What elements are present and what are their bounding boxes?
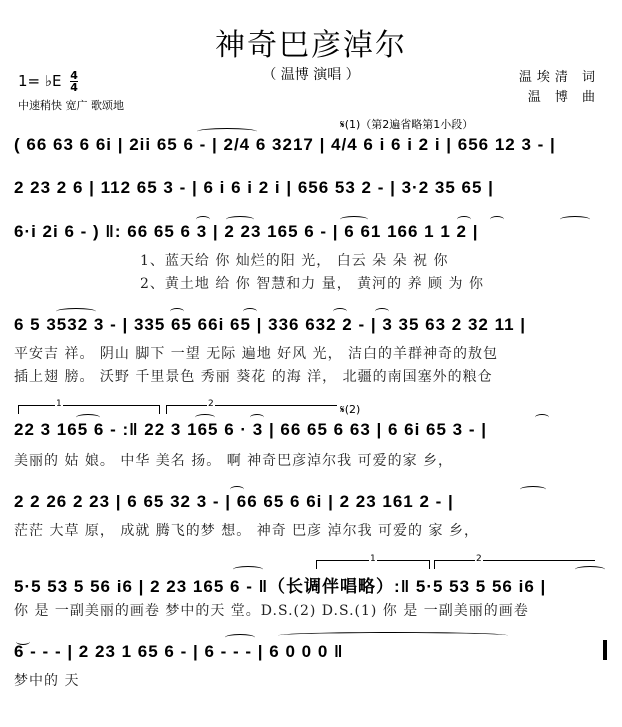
lyrics-line: 梦中的 天	[14, 673, 80, 689]
tie-arc	[243, 308, 257, 315]
ending-number: 2	[476, 554, 482, 564]
tie-arc	[225, 634, 255, 641]
second-ending-bracket	[434, 554, 595, 569]
segno-mark-2: 𝄋(2)	[340, 403, 361, 416]
tie-arc	[375, 308, 389, 315]
performer-line: （ 温博 演唱 ）	[262, 67, 360, 83]
tie-arc	[56, 308, 96, 315]
lyrics-line: 茫茫 大草 原， 成就 腾飞的梦 想。 神奇 巴彦 淖尔我 可爱的 家 乡，	[14, 523, 479, 539]
ending-number: 2	[208, 399, 214, 409]
key-label: 1= ♭E	[18, 72, 62, 90]
staff-line-5: 22 3 165 6 - :‖ 22 3 165 6 · 3 | 66 65 6 63 | 6 6i 65 3 - |	[14, 420, 488, 439]
tempo-marking: 中速稍快 宽广 歌颂地	[18, 99, 124, 112]
staff-line-3: 6·i 2i 6 - ) ‖: 66 65 6 3 | 2 23 165 6 - | 6 61 166 1 1 2 |	[14, 222, 479, 241]
composer-credit: 温 博 曲	[527, 90, 600, 105]
segno-mark-1: 𝄋(1)（第2遍省略第1小段）	[340, 118, 474, 131]
tie-arc	[170, 308, 184, 315]
time-signature	[70, 70, 78, 93]
time-sig-bottom: 4	[70, 81, 78, 94]
lyrics-verse-2: 插上翅 膀。 沃野 千里景色 秀丽 葵花 的海 洋， 北疆的南国塞外的粮仓	[14, 369, 493, 385]
lyrics-verse-2: 2、黄土地 给 你 智慧和力 量， 黄河的 养 顾 为 你	[140, 276, 484, 292]
lyrics-line: 你 是 一副美丽的画卷 梦中的天 堂。D.S.(2) D.S.(1) 你 是 一副美丽的画卷	[14, 603, 529, 619]
staff-line-1: ( 66 63 6 6i | 2ii 65 6 - | 2/4 6 3217 | 4/4 6 i 6 i 2 i | 656 12 3 - |	[14, 135, 556, 154]
lyrics-verse-1: 1、蓝天给 你 灿烂的阳 光， 白云 朵 朵 祝 你	[140, 253, 449, 269]
lyrics-line: 美丽的 姑 娘。 中华 美名 扬。 啊 神奇巴彦淖尔我 可爱的家 乡，	[14, 453, 454, 469]
song-title: 神奇巴彦淖尔	[215, 28, 407, 63]
staff-line-2: 2 23 2 6 | 112 65 3 - | 6 i 6 i 2 i | 656 53 2 - | 3·2 35 65 |	[14, 178, 494, 197]
final-barline	[603, 640, 607, 660]
tie-arc	[278, 632, 508, 639]
lyrics-verse-1: 平安吉 祥。 阴山 脚下 一望 无际 遍地 好风 光， 洁白的羊群神奇的敖包	[14, 346, 499, 362]
key-signature	[18, 70, 78, 93]
ending-number: 1	[56, 399, 62, 409]
time-sig-top: 4	[70, 69, 78, 82]
first-ending-bracket	[316, 554, 430, 569]
tie-arc	[333, 308, 347, 315]
staff-line-4: 6 5 3532 3 - | 335 65 66i 65 | 336 632 2 - | 3 35 63 2 32 11 |	[14, 315, 527, 334]
staff-line-7: 5·5 53 5 56 i6 | 2 23 165 6 - ‖（长调伴唱略）:‖ 5·5 53 5 56 i6 |	[14, 577, 547, 596]
second-ending-bracket	[166, 399, 337, 414]
tie-arc	[197, 128, 257, 135]
first-ending-bracket	[18, 399, 160, 414]
ending-number: 1	[370, 554, 376, 564]
staff-line-6: 2 2 26 2 23 | 6 65 32 3 - | 66 65 6 6i | 2 23 161 2 - |	[14, 492, 454, 511]
lyricist-credit: 温埃清 词	[518, 70, 600, 85]
staff-line-8: 6 - - - | 2 23 1 65 6 - | 6 - - - | 6 0 0 0 ‖	[14, 642, 344, 661]
